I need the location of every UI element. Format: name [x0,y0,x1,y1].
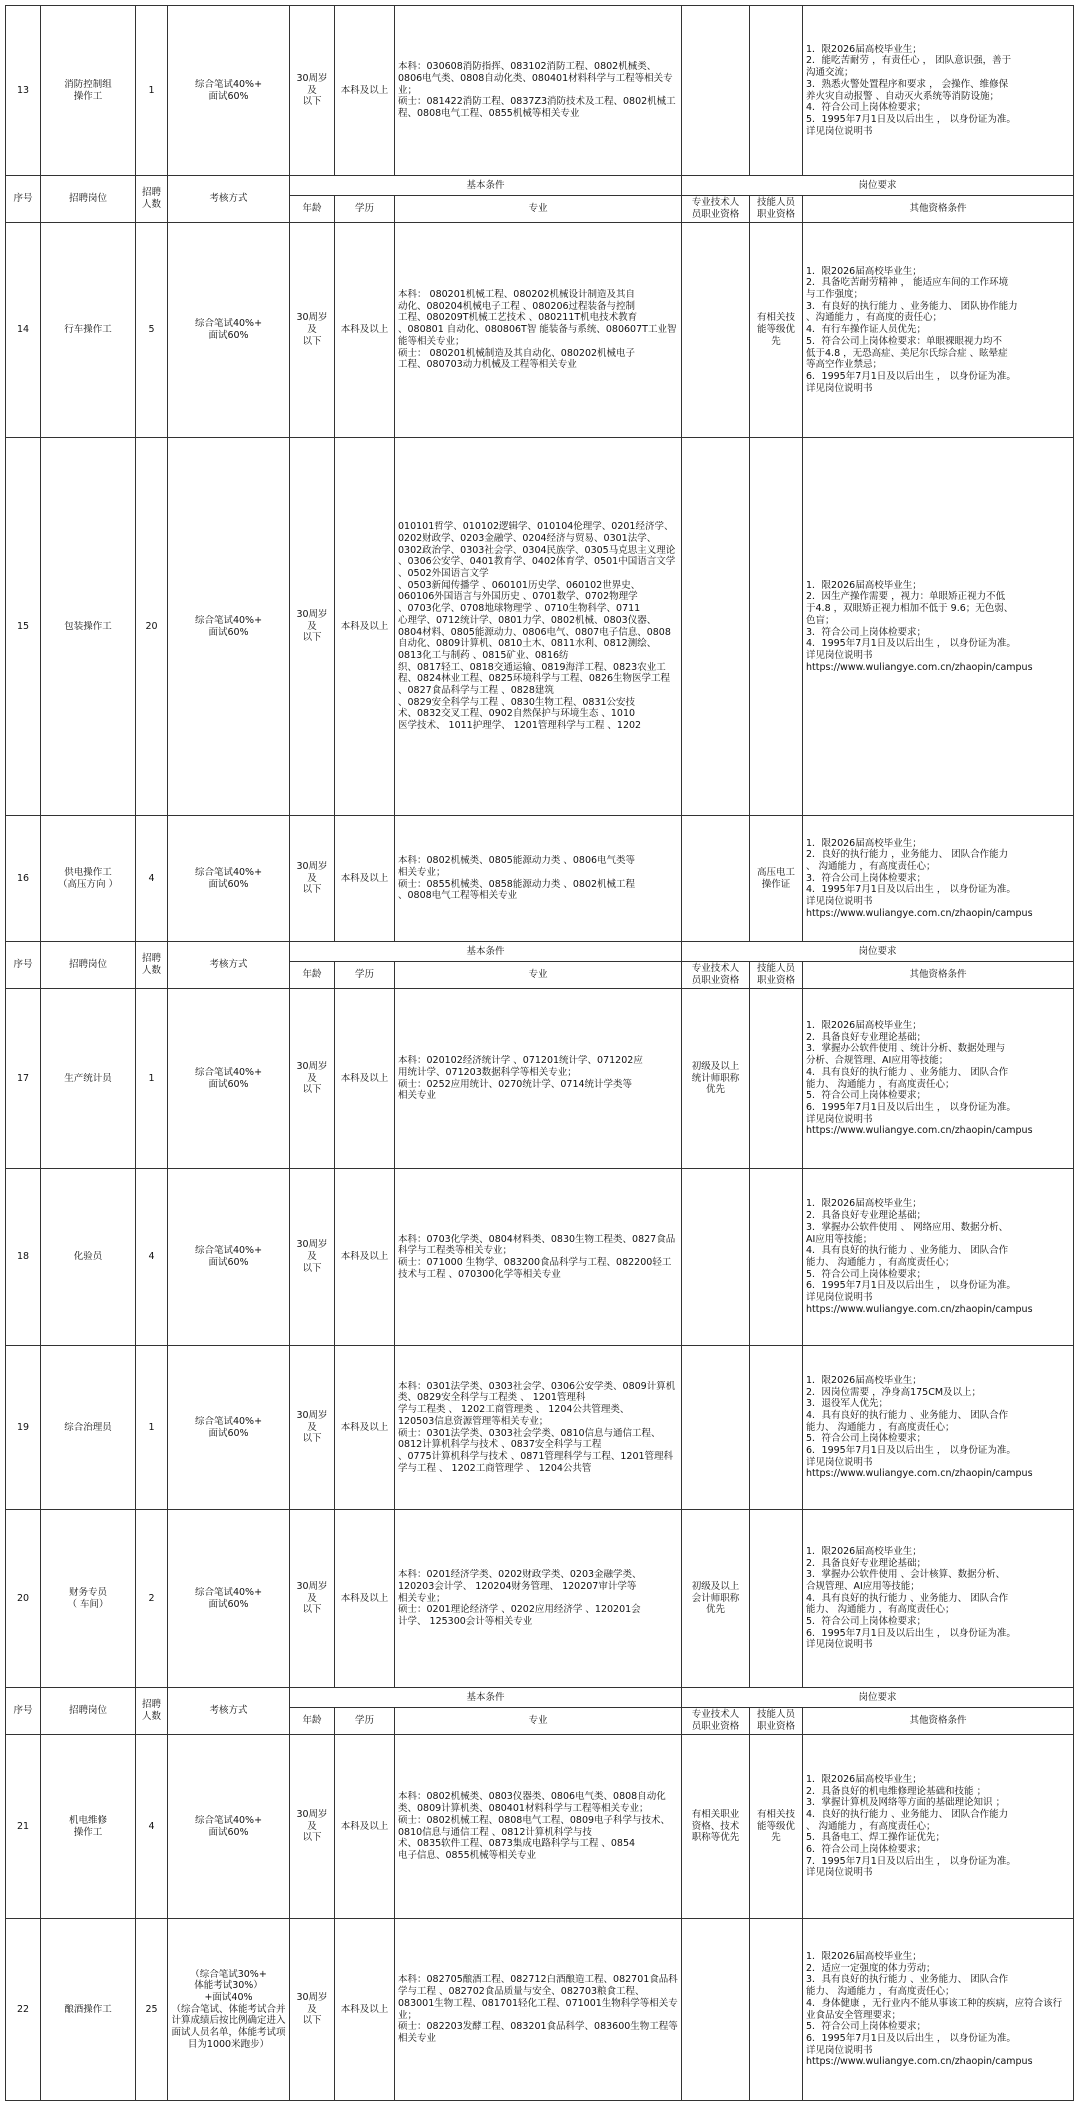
cell-count: 20 [145,620,158,632]
cell-exam: 综合笔试40%+ 面试60% [194,866,263,890]
header-pro-title: 专业技术人 员职业资格 [682,1708,750,1735]
cell-age: 30周岁 及 以下 [296,608,328,644]
header-age: 年龄 [290,962,335,989]
cell-other: 1．限2026届高校毕业生； 2．能吃苦耐劳 ，有责任心 ， 团队意识强，善于 沟通交流； 3．熟悉火警处置程序和要求 ， 会操作、维修保 养火灾自动报警 、自动灭火系统等消防设施； 4．符合公司上岗体检要求； 5．1995年7月1日及以后出生 ， 以身份证为准。 详见岗位说明书 [806,43,1016,137]
cell-other: 1．限2026届高校毕业生； 2．具备良好专业理论基础； 3．掌握办公软件使用 、统计分析、数据处理与 分析、合规管理、AI应用等技能； 4．具有良好的执行能力 、业务能力、 团队合作 能力、 沟通能力 ，有高度责任心； 5．符合公司上岗体检要求； 6．1995年7月1日及以后出生 ， 以身份证为准。 详见岗位说明书 https://www.wuliangye.com.cn/zhaopin/campus [806,1019,1033,1137]
cell-skill-title: 有相关技 能等级优 先 [756,312,795,347]
cell-position: 行车操作工 [64,324,112,336]
cell-exam: 综合笔试40%+ 面试60% [194,318,263,341]
header-seq: 序号 [6,1688,41,1735]
header-position: 招聘岗位 [41,176,136,223]
cell-major: 本科：0703化学类、0804材料类、0830生物工程类、0827食品科学与工程类等相关专业； 硕士：071000 生物学、083200食品科学与工程、082200轻工技术与工程 、070300化学等相关专业 [398,1233,676,1280]
header-count: 招聘 人数 [136,1688,168,1735]
header-education: 学历 [335,1708,395,1735]
cell-seq: 15 [16,620,30,632]
cell-pro-title: 有相关职业 资格、技术 职称等优先 [691,1808,740,1844]
header-major: 专业 [395,1708,682,1735]
cell-seq: 19 [16,1421,30,1433]
table-row [6,438,1074,816]
cell-other: 1．限2026届高校毕业生； 2．适应一定强度的体力劳动； 3．具有良好的执行能力 、业务能力、 团队合作 能力、 沟通能力 ，有高度责任心； 4．身体健康 ，无行业内不能从事该工种的疾病，应符合该行业食品安全管理要求； 5．符合公司上岗体检要求； 6．1995年7月1日及以后出生 ， 以身份证为准。 详见岗位说明书 https://www.wuliangye.com.cn/zhaopin/campus [806,1950,1063,2068]
cell-seq: 22 [16,2003,30,2015]
cell-skill-title: 高压电工 操作证 [756,866,795,890]
table-row [6,1919,1074,2101]
header-position: 招聘岗位 [41,942,136,989]
cell-other: 1．限2026届高校毕业生； 2．因岗位需要 ，净身高175CM及以上； 3．退役军人优先； 4．具有良好的执行能力 、业务能力、 团队合作 能力、 沟通能力 ，有高度责任心； 5．符合公司上岗体检要求； 6．1995年7月1日及以后出生 ， 以身份证为准。 详见岗位说明书 https://www.wuliangye.com.cn/zhaopin/campus [806,1374,1033,1480]
table-row [6,816,1074,942]
cell-major: 本科：0301法学类、0303社会学、0306公安学类、0809计算机类、0829安全科学与工程类 、 1201管理科 学与工程类 、 1202工商管理类 、 1204公共管理类、 120503信息资源管理等相关专业； 硕士：0301法学类、0303社会学类、0810信息与通信工程、0812计算机科学与技术 、0837安全科学与工程 、0775计算机科学与技术 、0871管理科学与工程、1201管理科学与工程 、 1202工商管理学 、 1204公共管 [398,1380,676,1474]
cell-major: 010101哲学、010102逻辑学、010104伦理学、0201经济学、0202财政学、0203金融学、0204经济与贸易、0301法学、0302政治学、0303社会学、0304民族学、0305马克思主义理论 、0306公安学、0401教育学、0402体育学、0501中国语言文学 、0502外国语言文学 、0503新闻传播学 、060101历史学、060102世界史、 060106外国语言与外国历史 、0701数学、0702物理学 、0703化学、0708地球物理学 、0710生物科学、0711 心理学、0712统计学、0801力学、0802机械、0803仪器、0804材料、0805能源动力、0806电气、0807电子信息、0808自动化、0809计算机、0810土木、0811水利、0812测绘、0813化工与制药 、0815矿业、0816纺 织、0817轻工、0818交通运输、0819海洋工程、0823农业工程、0824林业工程、0825环境科学与工程、0826生物医学工程 、0827食品科学与工程 、0828建筑 、0829安全科学与工程 、0830生物工程、0831公安技 术、0832交叉工程、0902自然保护与环境生态 、1010 医学技术、 1011护理学、 1201管理科学与工程 、1202 [398,521,676,732]
cell-seq: 14 [16,324,30,336]
cell-major: 本科：020102经济统计学 、071201统计学、071202应 用统计学、071203数据科学等相关专业； 硕士：0252应用统计、0270统计学、0714统计学类等 相关专业 [398,1055,643,1102]
header-age: 年龄 [290,1708,335,1735]
cell-seq: 16 [16,872,30,884]
cell-count: 1 [148,1421,155,1433]
table-row [6,6,1074,176]
cell-pro-title: 初级及以上 会计师职称 优先 [691,1580,740,1616]
table-row [6,1169,1074,1346]
cell-other: 1．限2026届高校毕业生； 2．良好的执行能力 ，业务能力、 团队合作能力 、 沟通能力 ，有高度责任心； 3．符合公司上岗体检要求； 4．1995年7月1日及以后出生 ， 以身份证为准。 详见岗位说明书 https://www.wuliangye.com.cn/zhaopin/campus [806,837,1033,919]
cell-age: 30周岁 及 以下 [296,1991,328,2027]
cell-exam: 综合笔试40%+ 面试60% [194,614,263,638]
cell-age: 30周岁 及 以下 [296,1808,328,1844]
cell-count: 4 [148,1820,155,1832]
header-basic-conditions: 基本条件 [290,942,682,962]
header-post-requirements: 岗位要求 [682,942,1074,962]
header-exam: 考核方式 [168,176,290,223]
header-seq: 序号 [6,176,41,223]
header-other: 其他资格条件 [803,1708,1074,1735]
header-pro-title: 专业技术人 员职业资格 [682,196,750,223]
cell-exam: 综合笔试40%+ 面试60% [194,1586,263,1610]
cell-seq: 13 [16,84,30,96]
header-major: 专业 [395,962,682,989]
cell-education: 本科及以上 [340,620,389,632]
cell-exam: 综合笔试40%+ 面试60% [194,1814,263,1838]
cell-age: 30周岁 及 以下 [296,1060,328,1096]
cell-seq: 20 [16,1592,30,1604]
cell-age: 30周岁 及 以下 [296,1239,328,1274]
cell-position: 消防控制组 操作工 [64,78,112,102]
cell-position: 综合治理员 [64,1421,112,1433]
cell-major: 本科：0802机械类、0803仪器类、0806电气类、0808自动化类、0809计算机类、080401材料科学与工程等相关专业； 硕士：0802机械工程、0808电气工程、0809电子科学与技术、0810信息与通信工程 、0812计算机科学与技 术、0835软件工程、0873集成电路科学与工程 、0854 电子信息、0855机械等相关专业 [398,1791,671,1861]
header-basic-conditions: 基本条件 [290,176,682,196]
header-seq: 序号 [6,942,41,989]
cell-major: 本科：0201经济学类、0202财政学类、0203金融学类、 120203会计学、 120204财务管理、 120207审计学等 相关专业； 硕士：0201理论经济学 、0202应用经济学 、120201会 计学、 125300会计等相关专业 [398,1569,642,1628]
cell-other: 1．限2026届高校毕业生； 2．具备良好的机电维修理论基础和技能 ； 3．掌握计算机及网络等方面的基础理论知识 ； 4．良好的执行能力 、业务能力、 团队合作能力 、 沟通能力 ，有高度责任心； 5．具备电工、焊工操作证优先； 6．符合公司上岗体检要求； 7．1995年7月1日及以后出生 ， 以身份证为准。 详见岗位说明书 [806,1773,1016,1879]
cell-age: 30周岁 及 以下 [296,72,328,108]
table-row [6,1510,1074,1688]
cell-position: 生产统计员 [64,1072,112,1084]
header-skill-title: 技能人员 职业资格 [750,196,803,223]
cell-exam: 综合笔试40%+ 面试60% [194,1245,263,1268]
header-row-top [6,1688,1074,1708]
header-row-top [6,942,1074,962]
cell-seq: 17 [16,1072,30,1084]
header-major: 专业 [395,196,682,223]
cell-seq: 18 [16,1251,30,1263]
cell-exam: 综合笔试40%+ 面试60% [194,1066,263,1090]
header-education: 学历 [335,196,395,223]
cell-position: 机电维修 操作工 [68,1814,107,1838]
cell-major: 本科： 080201机械工程、080202机械设计制造及其自 动化、080204机械电子工程 、080206过程装备与控制 工程、080209T机械工艺技术 、080211T机电技术教育 、080801 自动化、080806T智 能装备与系统、080607T工业智能等相关专业； 硕士： 080201机械制造及其自动化、080202机械电子 工程、080703动力机械及工程等相关专业 [398,289,677,371]
table-row [6,989,1074,1169]
cell-exam: 综合笔试40%+ 面试60% [194,78,263,102]
header-exam: 考核方式 [168,942,290,989]
cell-position: 化验员 [73,1251,103,1263]
header-skill-title: 技能人员 职业资格 [750,1708,803,1735]
cell-count: 4 [148,1251,155,1263]
header-exam: 考核方式 [168,1688,290,1735]
header-education: 学历 [335,962,395,989]
cell-count: 2 [148,1592,155,1604]
cell-count: 1 [148,84,155,96]
cell-position: 包装操作工 [64,620,112,632]
cell-education: 本科及以上 [340,1592,389,1604]
cell-pro-title: 初级及以上 统计师职称 优先 [691,1060,740,1096]
table-body [6,6,1074,2101]
header-pro-title: 专业技术人 员职业资格 [682,962,750,989]
header-post-requirements: 岗位要求 [682,1688,1074,1708]
header-count: 招聘 人数 [136,176,168,223]
cell-skill-title: 有相关技 能等级优 先 [756,1808,795,1844]
cell-education: 本科及以上 [340,324,389,336]
cell-education: 本科及以上 [340,2003,389,2015]
cell-age: 30周岁 及 以下 [296,312,328,347]
header-row-top [6,176,1074,196]
table-row [6,1735,1074,1919]
cell-education: 本科及以上 [340,84,389,96]
cell-age: 30周岁 及 以下 [296,1409,328,1445]
cell-count: 25 [145,2003,158,2015]
cell-count: 1 [148,1072,155,1084]
header-other: 其他资格条件 [803,196,1074,223]
cell-education: 本科及以上 [340,1421,389,1433]
recruitment-table [5,5,1073,2101]
cell-count: 4 [148,872,155,884]
cell-exam: （综合笔试30%+ 体能考试30%） +面试40% （综合笔试、体能考试合并计算成绩后按比例确定进入面试人员名单，体能考试项目为1000米跑步） [171,1968,286,2050]
cell-position: 财务专员 （ 车间） [67,1586,109,1610]
cell-major: 本科：030608消防指挥、083102消防工程、0802机械类、0806电气类、0808自动化类、080401材料科学与工程等相关专业； 硕士：081422消防工程、0837Z3消防技术及工程、0802机械工程、0808电气工程、0855机械等相关专业 [398,61,676,120]
cell-education: 本科及以上 [340,1820,389,1832]
cell-other: 1．限2026届高校毕业生； 2．具备良好专业理论基础； 3．掌握办公软件使用 、 网络应用、数据分析、 AI应用等技能； 4．具有良好的执行能力 、业务能力、 团队合作 能力、 沟通能力 ，有高度责任心； 5．符合公司上岗体检要求； 6．1995年7月1日及以后出生 ， 以身份证为准。 详见岗位说明书 https://www.wuliangye.com.cn/zhaopin/campus [806,1198,1033,1315]
cell-count: 5 [148,324,155,336]
header-skill-title: 技能人员 职业资格 [750,962,803,989]
cell-other: 1．限2026届高校毕业生； 2．具备吃苦耐劳精神 ， 能适应车间的工作环境 与工作强度； 3．有良好的执行能力 、业务能力、 团队协作能力 、沟通能力 ，有高度的责任心； 4．有行车操作证人员优先； 5．符合公司上岗体检要求：单眼裸眼视力均不 低于4.8 ，无恐高症、美尼尔氏综合症 、眩晕症 等高空作业禁忌； 6．1995年7月1日及以后出生 ， 以身份证为准。 详见岗位说明书 [806,265,1018,394]
header-position: 招聘岗位 [41,1688,136,1735]
header-count: 招聘 人数 [136,942,168,989]
cell-other: 1．限2026届高校毕业生； 2．因生产操作需要 ，视力：单眼矫正视力不低 于4.8 ，双眼矫正视力相加不低于 9.6；无色弱、 色盲； 3．符合公司上岗体检要求； 4．1995年7月1日及以后出生 ， 以身份证为准。 详见岗位说明书 https://www.wuliangye.com.cn/zhaopin/campus [806,579,1033,673]
table-row [6,223,1074,438]
header-age: 年龄 [290,196,335,223]
cell-education: 本科及以上 [340,872,389,884]
header-post-requirements: 岗位要求 [682,176,1074,196]
cell-position: 酿酒操作工 [64,2003,112,2015]
cell-other: 1．限2026届高校毕业生； 2．具备良好专业理论基础； 3．掌握办公软件使用 、会计核算、数据分析、 合规管理、AI应用等技能； 4．具有良好的执行能力 、业务能力、 团队合作 能力、 沟通能力 ，有高度责任心； 5．符合公司上岗体检要求； 6．1995年7月1日及以后出生 ， 以身份证为准。 详见岗位说明书 [806,1545,1016,1651]
cell-seq: 21 [16,1820,30,1832]
header-basic-conditions: 基本条件 [290,1688,682,1708]
cell-education: 本科及以上 [340,1251,389,1263]
cell-age: 30周岁 及 以下 [296,860,328,896]
header-other: 其他资格条件 [803,962,1074,989]
cell-age: 30周岁 及 以下 [296,1580,328,1616]
table-row [6,1346,1074,1510]
cell-position: 供电操作工 （高压方向 ） [57,866,119,890]
cell-exam: 综合笔试40%+ 面试60% [194,1415,263,1439]
cell-major: 本科：0802机械类、0805能源动力类 、0806电气类等 相关专业； 硕士：0855机械类、0858能源动力类 、0802机械工程 、0808电气工程等相关专业 [398,855,636,902]
cell-education: 本科及以上 [340,1072,389,1084]
cell-major: 本科：082705酿酒工程、082712白酒酿造工程、082701食品科学与工程 、082702食品质量与安全、082703粮食工程、083001生物工程、081701轻化工程、071001生物科学等相关专业； 硕士：082203发酵工程、083201食品科学、083600生物工程等相关专业 [398,1974,678,2044]
